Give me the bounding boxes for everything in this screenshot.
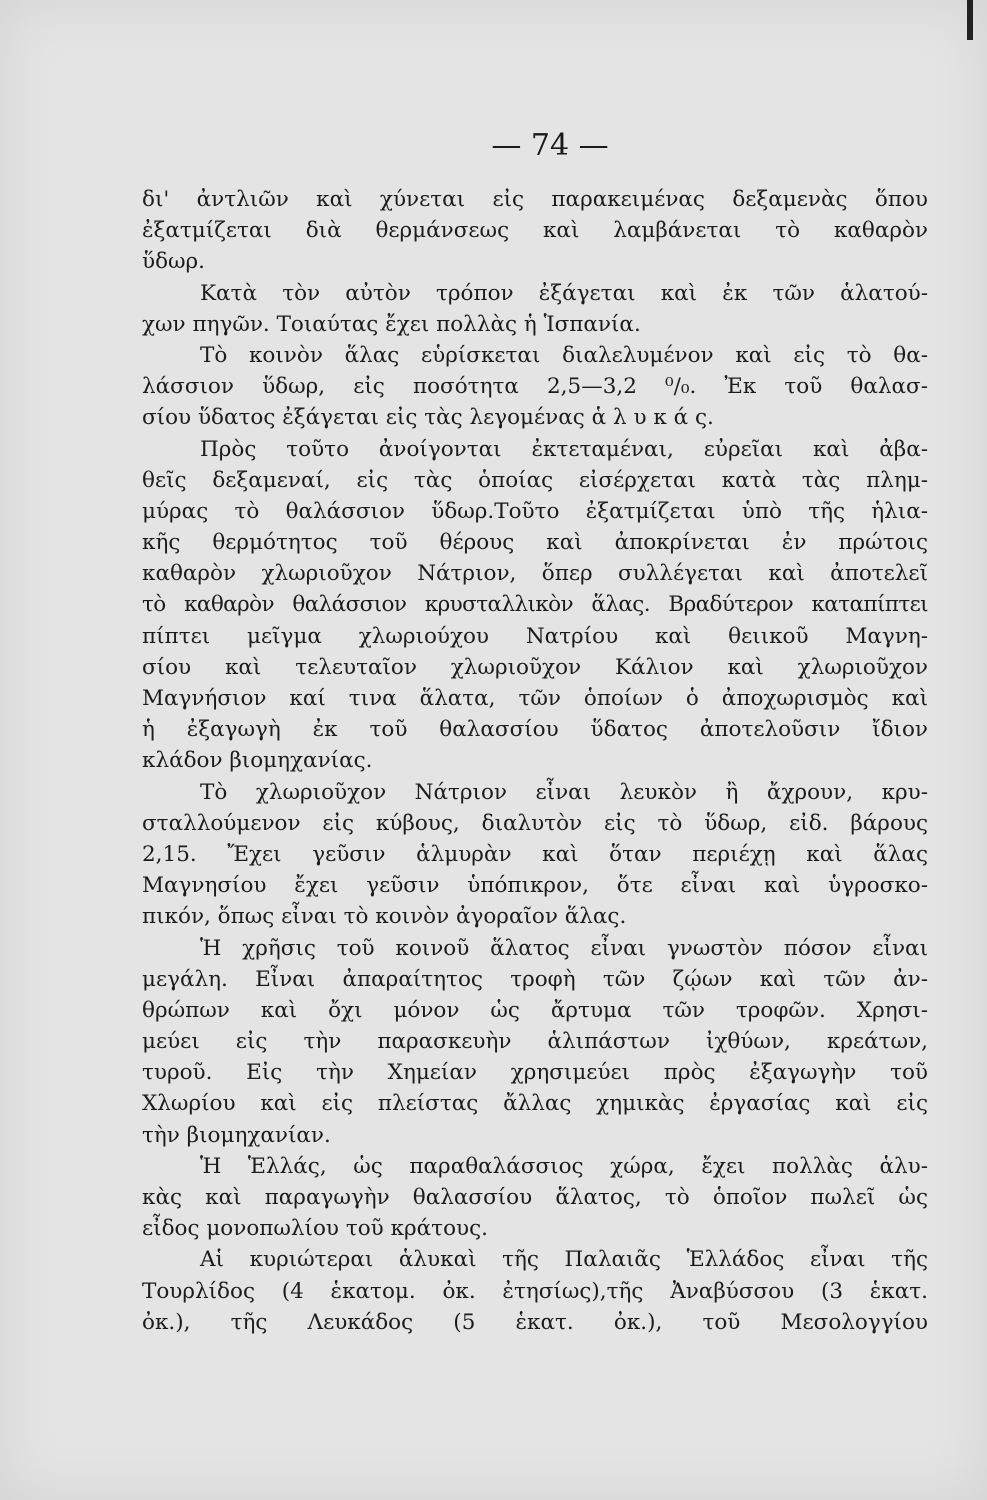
text-line: Ἡ χρῆσις τοῦ κοινοῦ ἅλατος εἶναι γνωστὸν πόσον εἶναι (200, 935, 928, 961)
text-line: θεῖς δεξαμεναί, εἰς τὰς ὁποίας εἰσέρχεται κατὰ τὰς πλημ- (142, 467, 928, 493)
text-line: μύρας τὸ θαλάσσιον ὕδωρ.Τοῦτο ἐξατμίζεται ὑπὸ τῆς ἡλια- (142, 498, 928, 524)
text-line: τὴν βιομηχανίαν. (142, 1122, 331, 1148)
text-line: ὕδωρ. (142, 249, 206, 275)
text-line: κλάδον βιομηχανίας. (142, 748, 373, 774)
text-line: ἐξατμίζεται διὰ θερμάνσεως καὶ λαμβάνεται τὸ καθαρὸν (142, 218, 928, 244)
text-line: ἡ ἐξαγωγὴ ἐκ τοῦ θαλασσίου ὕδατος ἀποτελοῦσιν ἴδιον (142, 717, 928, 743)
text-line: Ἡ Ἑλλάς, ὡς παραθαλάσσιος χώρα, ἔχει πολλὰς ἁλυ- (200, 1153, 928, 1179)
text-line: Τὸ κοινὸν ἅλας εὑρίσκεται διαλελυμένον καὶ εἰς τὸ θα- (200, 342, 928, 368)
text-line: σίου καὶ τελευταῖον χλωριοῦχον Κάλιον καὶ χλωριοῦχον (142, 654, 928, 680)
text-line: μεγάλη. Εἶναι ἀπαραίτητος τροφὴ τῶν ζῴων καὶ τῶν ἀν- (142, 966, 928, 992)
text-line: Χλωρίου καὶ εἰς πλείστας ἄλλας χημικὰς ἐργασίας καὶ εἰς (142, 1091, 928, 1117)
text-line: καθαρὸν χλωριοῦχον Νάτριον, ὅπερ συλλέγεται καὶ ἀποτελεῖ (142, 561, 928, 587)
text-line: εἶδος μονοπωλίου τοῦ κράτους. (142, 1216, 488, 1242)
text-line: θρώπων καὶ ὄχι μόνον ὡς ἄρτυμα τῶν τροφῶν. Χρησι- (142, 997, 928, 1023)
text-line: σταλλούμενον εἰς κύβους, διαλυτὸν εἰς τὸ ὕδωρ, εἰδ. βάρους (142, 810, 928, 836)
text-line: ὀκ.), τῆς Λευκάδος (5 ἑκατ. ὀκ.), τοῦ Μεσολογγίου (142, 1309, 928, 1335)
text-line: Μαγνησίου ἔχει γεῦσιν ὑπόπικρον, ὅτε εἶναι καὶ ὑγροσκο- (142, 873, 928, 899)
text-line: πικόν, ὅπως εἶναι τὸ κοινὸν ἀγοραῖον ἅλας. (142, 904, 627, 930)
text-line: Πρὸς τοῦτο ἀνοίγονται ἐκτεταμέναι, εὐρεῖαι καὶ ἀβα- (200, 436, 928, 462)
text-line: Αἱ κυριώτεραι ἁλυκαὶ τῆς Παλαιᾶς Ἑλλάδος εἶναι τῆς (200, 1247, 928, 1273)
body-text (142, 184, 928, 1338)
text-line: Τὸ χλωριοῦχον Νάτριον εἶναι λευκὸν ἢ ἄχρουν, κρυ- (200, 779, 928, 805)
page-number: — 74 — (491, 128, 609, 163)
text-line: Κατὰ τὸν αὐτὸν τρόπον ἐξάγεται καὶ ἐκ τῶν ἁλατού- (200, 280, 928, 306)
text-line: λάσσιον ὕδωρ, εἰς ποσότητα 2,5—3,2 ⁰/₀. Ἐκ τοῦ θαλασ- (142, 374, 928, 400)
text-line: σίου ὕδατος ἐξάγεται εἰς τὰς λεγομένας ἁ λ υ κ ά ς. (142, 405, 714, 431)
text-line: Μαγνήσιον καί τινα ἅλατα, τῶν ὁποίων ὁ ἀποχωρισμὸς καὶ (142, 686, 928, 711)
text-line: χων πηγῶν. Τοιαύτας ἔχει πολλὰς ἡ Ἱσπανία. (142, 311, 641, 337)
text-line: Τουρλίδος (4 ἑκατομ. ὀκ. ἐτησίως),τῆς Ἀναβύσσου (3 ἑκατ. (142, 1278, 928, 1304)
edge-mark (967, 0, 973, 40)
text-line: δι' ἀντλιῶν καὶ χύνεται εἰς παρακειμένας δεξαμενὰς ὅπου (142, 187, 928, 212)
text-line: τυροῦ. Εἰς τὴν Χημείαν χρησιμεύει πρὸς ἐξαγωγὴν τοῦ (142, 1060, 928, 1086)
text-line: κὰς καὶ παραγωγὴν θαλασσίου ἅλατος, τὸ ὁποῖον πωλεῖ ὡς (142, 1185, 928, 1210)
text-line: 2,15. Ἔχει γεῦσιν ἁλμυρὰν καὶ ὅταν περιέχῃ καὶ ἅλας (142, 841, 928, 867)
text-line: πίπτει μεῖγμα χλωριούχου Νατρίου καὶ θειικοῦ Μαγνη- (142, 623, 928, 649)
text-line: τὸ καθαρὸν θαλάσσιον κρυσταλλικὸν ἅλας. Βραδύτερον καταπίπτει (142, 592, 928, 618)
text-line: μεύει εἰς τὴν παρασκευὴν ἁλιπάστων ἰχθύων, κρεάτων, (142, 1029, 928, 1055)
text-line: κῆς θερμότητος τοῦ θέρους καὶ ἀποκρίνεται ἐν πρώτοις (142, 530, 928, 556)
